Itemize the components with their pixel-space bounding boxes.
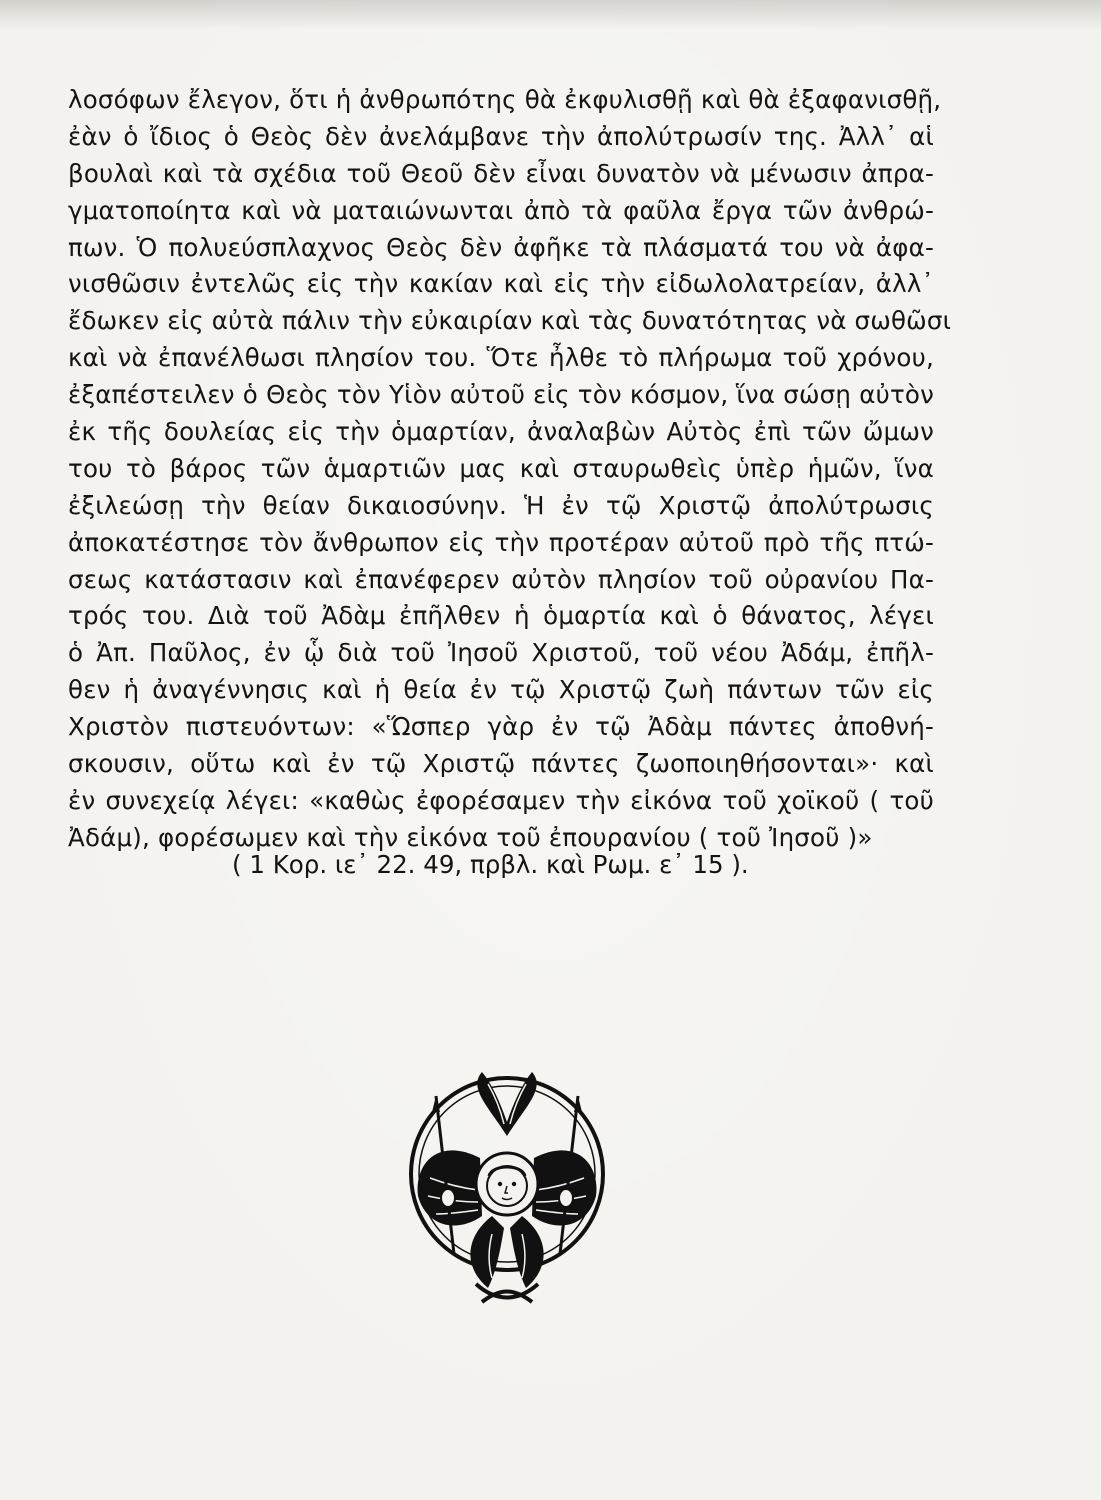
text-line: ἐκ τῆς δουλείας εἰς τὴν ὁμαρτίαν, ἀναλαβὼν Αὐτὸς ἐπὶ τῶν ὤμων xyxy=(68,417,934,447)
text-line: πων. Ὁ πολυεύσπλαχνος Θεὸς δὲν ἀφῆκε τὰ πλάσματά του νὰ ἀφα- xyxy=(68,232,934,262)
text-line: λοσόφων ἔλεγον, ὅτι ἡ ἀνθρωπότης θὰ ἐκφυλισθῇ καὶ θὰ ἐξαφανισθῇ, xyxy=(68,85,942,114)
text-line: ἀποκατέστησε τὸν ἄνθρωπον εἰς τὴν προτέραν αὐτοῦ πρὸ τῆς πτώ- xyxy=(68,527,934,557)
text-line: νισθῶσιν ἐντελῶς εἰς τὴν κακίαν καὶ εἰς τὴν εἰδωλολατρείαν, ἀλλ᾽ xyxy=(68,269,934,299)
citation: ( 1 Κορ. ιε᾽ 22. 49, πρβλ. καὶ Ρωμ. ε᾽ 15 ). xyxy=(232,850,749,879)
text-line: Ἀδάμ), φορέσωμεν καὶ τὴν εἰκόνα τοῦ ἐπουρανίου ( τοῦ Ἰησοῦ )» xyxy=(68,822,873,852)
text-line: γματοποίητα καὶ νὰ ματαιώνωνται ἀπὸ τὰ φαῦλα ἔργα τῶν ἀνθρώ- xyxy=(68,195,934,225)
text-line: σεως κατάστασιν καὶ ἐπανέφερεν αὐτὸν πλησίον τοῦ οὐρανίου Πα- xyxy=(68,564,934,594)
text-line: σκουσιν, οὕτω καὶ ἐν τῷ Χριστῷ πάντες ζωοποιηθήσονται»· καὶ xyxy=(68,749,934,779)
text-line: καὶ νὰ ἐπανέλθωσι πλησίον του. Ὅτε ἦλθε τὸ πλήρωμα τοῦ χρόνου, xyxy=(68,343,934,373)
text-line: του τὸ βάρος τῶν ἁμαρτιῶν μας καὶ σταυρωθεὶς ὑπὲρ ἡμῶν, ἵνα xyxy=(68,453,934,483)
text-line: ἐν συνεχείᾳ λέγει: «καθὼς ἐφορέσαμεν τὴν εἰκόνα τοῦ χοϊκοῦ ( τοῦ xyxy=(68,785,934,815)
text-line: ἐὰν ὁ ἴδιος ὁ Θεὸς δὲν ἀνελάμβανε τὴν ἀπολύτρωσίν της. Ἀλλ᾽ αἱ xyxy=(68,121,934,151)
text-line: ἐξιλεώσῃ τὴν θείαν δικαιοσύνην. Ἡ ἐν τῷ Χριστῷ ἀπολύτρωσις xyxy=(68,490,934,520)
text-line: ἔδωκεν εἰς αὐτὰ πάλιν τὴν εὐκαιρίαν καὶ τὰς δυνατότητας νὰ σωθῶσι xyxy=(68,306,952,336)
text-line: θεν ἡ ἀναγέννησις καὶ ἡ θεία ἐν τῷ Χριστῷ ζωὴ πάντων τῶν εἰς xyxy=(68,675,934,705)
text-line: Χριστὸν πιστευόντων: «Ὥσπερ γὰρ ἐν τῷ Ἀδὰμ πάντες ἀποθνή- xyxy=(68,712,934,742)
text-line: βουλαὶ καὶ τὰ σχέδια τοῦ Θεοῦ δὲν εἶναι δυνατὸν νὰ μένωσιν ἀπρα- xyxy=(68,158,934,188)
scan-shadow xyxy=(0,0,1101,30)
text-line: τρός του. Διὰ τοῦ Ἀδὰμ ἐπῆλθεν ἡ ὁμαρτία καὶ ὁ θάνατος, λέγει xyxy=(68,601,934,631)
seraph-icon xyxy=(396,1066,618,1328)
body-text xyxy=(68,82,952,857)
text-line: ἐξαπέστειλεν ὁ Θεὸς τὸν Υἱὸν αὐτοῦ εἰς τὸν κόσμον, ἵνα σώσῃ αὐτὸν xyxy=(68,380,934,410)
text-line: ὁ Ἀπ. Παῦλος, ἐν ᾧ διὰ τοῦ Ἰησοῦ Χριστοῦ, τοῦ νέου Ἀδάμ, ἐπῆλ- xyxy=(68,638,934,668)
